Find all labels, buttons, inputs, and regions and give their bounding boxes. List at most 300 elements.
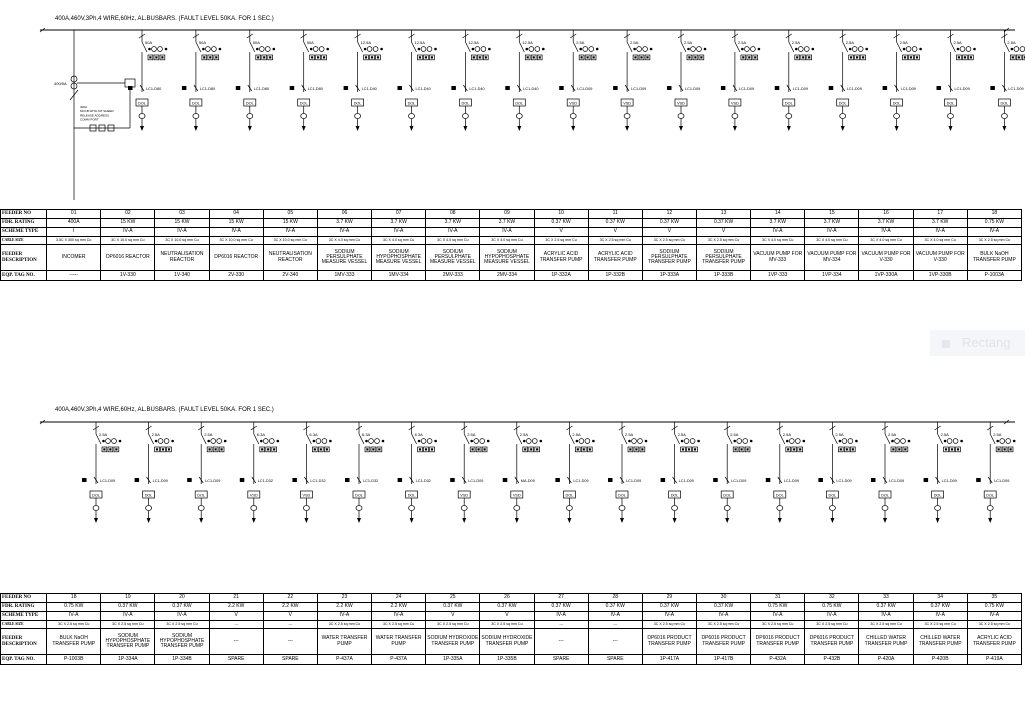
- cable-size-cell: 3C X 4.0 sq mm Cu: [751, 237, 805, 245]
- indicator-dot-icon: [165, 48, 168, 51]
- pushbutton-dot-icon: [802, 56, 804, 58]
- scheme-cell: IV-A: [805, 612, 859, 621]
- contactor-label: LC1-D09: [631, 87, 647, 91]
- pushbutton-dot-icon: [951, 448, 953, 450]
- rating-cell: 15 KW: [209, 219, 263, 228]
- pushbutton-dot-icon: [634, 56, 636, 58]
- table-row: [1, 228, 1022, 237]
- current-transformer-icon: [894, 114, 900, 119]
- breaker-rating-label: 2.5A: [940, 432, 949, 437]
- scheme-cell: IV-A: [859, 612, 913, 621]
- pushbutton-dot-icon: [1018, 56, 1020, 58]
- busbar-title: 400A,460V,3Ph,4 WIRE,60Hz, AL.BUSBARS. (FAULT LEVEL 50KA. FOR 1 SEC.): [55, 407, 274, 413]
- indicator-lamp-icon: [690, 439, 695, 444]
- indicator-lamp-icon: [697, 47, 702, 52]
- feeder-branch: [503, 422, 542, 523]
- panel-section-1: [0, 0, 1025, 300]
- outgoing-arrow-icon: [567, 518, 571, 523]
- contactor-label: LC1-D09: [954, 87, 970, 91]
- indicator-lamp-icon: [1006, 439, 1011, 444]
- pushbutton-dot-icon: [589, 448, 591, 450]
- description-cell: ---: [209, 629, 263, 655]
- rating-cell: 0.75 KW: [751, 603, 805, 612]
- scheme-cell: IV-A: [317, 228, 371, 237]
- description-cell: DP6016 PRODUCT TRANSFER PUMP: [697, 629, 751, 655]
- indicator-lamp-icon: [152, 47, 157, 52]
- tag-no-cell: P-437A: [317, 655, 371, 665]
- pushbutton-dot-icon: [326, 448, 328, 450]
- description-cell: NEUTRALISATION REACTOR: [155, 245, 209, 271]
- pushbutton-dot-icon: [267, 448, 269, 450]
- rating-cell: 0.37 KW: [697, 219, 751, 228]
- starter-type-label: VSD: [249, 493, 258, 498]
- overload-relay-icon: [976, 478, 981, 482]
- cable-size-cell: 3C X 2.5 sq mm Cu: [155, 621, 209, 629]
- indicator-dot-icon: [650, 48, 653, 51]
- pushbutton-dot-icon: [796, 56, 798, 58]
- pushbutton-dot-icon: [587, 56, 589, 58]
- tag-no-cell: P-419A: [967, 655, 1021, 665]
- overload-relay-icon: [290, 86, 295, 90]
- indicator-lamp-icon: [947, 439, 952, 444]
- rating-cell: 2.2 KW: [372, 603, 426, 612]
- feeder-no-cell: 12: [642, 210, 696, 219]
- feeder-branch: [613, 30, 652, 131]
- outgoing-arrow-icon: [733, 126, 737, 131]
- scheme-cell: IV-A: [642, 612, 696, 621]
- contactor-label: MA-D09: [520, 479, 535, 483]
- rating-cell: 0.75 KW: [805, 603, 859, 612]
- outgoing-arrow-icon: [194, 126, 198, 131]
- indicator-lamp-icon: [532, 439, 537, 444]
- breaker-rating-label: 6.3A: [414, 432, 423, 437]
- feeder-branch: [82, 422, 121, 523]
- indicator-dot-icon: [891, 440, 894, 443]
- feeder-branch: [661, 422, 700, 523]
- overload-relay-icon: [82, 478, 87, 482]
- scheme-cell: IV-A: [372, 228, 426, 237]
- scheme-cell: V: [480, 612, 534, 621]
- description-cell: SODIUM PERSULPHATE TRANSFER PUMP: [642, 245, 696, 271]
- pushbutton-dot-icon: [527, 56, 529, 58]
- description-cell: BULK NaOH TRANSFER PUMP: [47, 629, 101, 655]
- contactor-label: LC1-D09: [792, 87, 809, 91]
- contactor-label: LC1-D09: [1008, 87, 1024, 91]
- description-cell: ---: [534, 629, 588, 655]
- current-transformer-icon: [840, 114, 846, 119]
- scheme-cell: V: [263, 612, 317, 621]
- feeder-no-cell: 23: [317, 594, 371, 603]
- current-transformer-icon: [514, 506, 520, 511]
- indicator-lamp-icon: [158, 47, 163, 52]
- feeder-no-cell: 34: [913, 594, 967, 603]
- indicator-dot-icon: [487, 440, 490, 443]
- pushbutton-dot-icon: [533, 56, 535, 58]
- indicator-lamp-icon: [265, 47, 270, 52]
- table-row: [1, 245, 1022, 271]
- indicator-lamp-icon: [263, 439, 268, 444]
- scheme-cell: I: [47, 228, 101, 237]
- indicator-dot-icon: [908, 440, 911, 443]
- description-cell: DP6016 PRODUCT TRANSFER PUMP: [642, 629, 696, 655]
- current-transformer-icon: [516, 114, 522, 119]
- breaker-rating-label: 6.3A: [309, 432, 318, 437]
- breaker-rating-label: 50A: [252, 40, 260, 45]
- overload-relay-icon: [236, 86, 241, 90]
- pushbutton-dot-icon: [372, 448, 374, 450]
- pushbutton-dot-icon: [215, 448, 217, 450]
- scheme-cell: IV-A: [913, 228, 967, 237]
- contactor-label: LC1-D40: [523, 87, 539, 91]
- description-cell: INCOMER: [47, 245, 101, 271]
- feeder-no-cell: 20: [155, 594, 209, 603]
- feeder-branch: [775, 30, 814, 131]
- pushbutton-dot-icon: [257, 56, 259, 58]
- current-transformer-icon: [935, 506, 941, 511]
- table-row: [1, 629, 1022, 655]
- tag-no-cell: 2V-340: [263, 271, 317, 281]
- row-header: EQP. TAG NO.: [1, 655, 47, 665]
- cable-size-cell: 3C X 4.0 sq mm Cu: [480, 237, 534, 245]
- indicator-lamp-icon: [798, 47, 803, 52]
- starter-type-label: DOL: [353, 101, 362, 106]
- cable-size-cell: ---: [588, 621, 642, 629]
- description-cell: ---: [588, 629, 642, 655]
- contactor-label: LC1-D09: [100, 479, 116, 483]
- indicator-lamp-icon: [269, 439, 274, 444]
- tag-no-cell: 1V-340: [155, 271, 209, 281]
- row-header: CABLE SIZE: [1, 237, 47, 245]
- indicator-lamp-icon: [637, 47, 642, 52]
- current-transformer-icon: [672, 506, 678, 511]
- pushbutton-dot-icon: [431, 56, 433, 58]
- pushbutton-dot-icon: [162, 448, 164, 450]
- pushbutton-dot-icon: [793, 448, 795, 450]
- indicator-lamp-icon: [638, 439, 643, 444]
- indicator-dot-icon: [434, 48, 437, 51]
- indicator-dot-icon: [903, 48, 906, 51]
- feeder-branch: [450, 422, 489, 523]
- contactor-label: LC1-D09: [731, 479, 747, 483]
- indicator-lamp-icon: [427, 47, 432, 52]
- breaker-rating-label: 50A: [145, 40, 153, 45]
- panel-section-2: [0, 402, 1025, 702]
- description-cell: DP6016 REACTOR: [209, 245, 263, 271]
- rating-cell: 2.2 KW: [263, 603, 317, 612]
- pushbutton-dot-icon: [365, 56, 367, 58]
- indicator-dot-icon: [733, 440, 736, 443]
- breaker-rating-label: 12.5A: [414, 40, 425, 45]
- indicator-lamp-icon: [842, 439, 847, 444]
- current-transformer-icon: [461, 506, 467, 511]
- scheme-cell: IV-A: [263, 228, 317, 237]
- row-header: SCHEME TYPE: [1, 612, 47, 621]
- starter-type-label: VSD: [460, 493, 469, 498]
- pushbutton-dot-icon: [103, 448, 105, 450]
- current-transformer-icon: [193, 114, 199, 119]
- pushbutton-dot-icon: [862, 56, 864, 58]
- feeder-no-cell: 30: [697, 594, 751, 603]
- rating-cell: 3.7 KW: [480, 219, 534, 228]
- indicator-lamp-icon: [164, 439, 169, 444]
- row-header: SCHEME TYPE: [1, 228, 47, 237]
- feeder-no-cell: 25: [426, 594, 480, 603]
- scheme-cell: IV-A: [697, 612, 751, 621]
- breaker-rating-label: 50A: [306, 40, 314, 45]
- pushbutton-dot-icon: [694, 448, 696, 450]
- overload-relay-icon: [924, 478, 929, 482]
- pushbutton-dot-icon: [323, 56, 325, 58]
- feeder-branch: [721, 30, 760, 131]
- indicator-lamp-icon: [106, 439, 111, 444]
- overload-relay-icon: [503, 478, 508, 482]
- breaker-rating-label: 2.5A: [576, 40, 585, 45]
- starter-type-label: DOL: [775, 493, 784, 498]
- breaker-rating-label: 2.5A: [467, 432, 476, 437]
- current-transformer-icon: [732, 114, 738, 119]
- outgoing-arrow-icon: [841, 126, 845, 131]
- description-cell: SODIUM PERSULPHATE MEASURE VESSEL: [317, 245, 371, 271]
- indicator-lamp-icon: [369, 439, 374, 444]
- pushbutton-dot-icon: [640, 56, 642, 58]
- outgoing-arrow-icon: [625, 126, 629, 131]
- current-transformer-icon: [356, 506, 362, 511]
- cable-size-cell: 3C X 4.0 sq mm Cu: [913, 237, 967, 245]
- rectangle-tool-tooltip[interactable]: [930, 330, 1025, 356]
- indicator-dot-icon: [803, 440, 806, 443]
- feeder-no-cell: 21: [209, 594, 263, 603]
- indicator-lamp-icon: [1014, 47, 1019, 52]
- breaker-rating-label: 2.5A: [572, 432, 581, 437]
- indicator-lamp-icon: [643, 47, 648, 52]
- indicator-dot-icon: [957, 48, 960, 51]
- scheme-cell: IV-A: [317, 612, 371, 621]
- current-transformer-icon: [247, 114, 253, 119]
- starter-type-label: DOL: [138, 101, 146, 106]
- feeder-no-cell: 16: [859, 210, 913, 219]
- starter-type-label: DOL: [245, 101, 254, 106]
- indicator-dot-icon: [540, 440, 543, 443]
- cable-size-cell: 3C X 2.5 sq mm Cu: [101, 621, 155, 629]
- outgoing-arrow-icon: [936, 518, 940, 523]
- scheme-cell: V: [697, 228, 751, 237]
- pushbutton-dot-icon: [215, 56, 217, 58]
- description-cell: SODIUM HYPOPHOSPHATE MEASURE VESSEL: [480, 245, 534, 271]
- feeder-no-cell: 35: [967, 594, 1021, 603]
- current-transformer-icon: [1001, 114, 1007, 119]
- indicator-dot-icon: [434, 440, 437, 443]
- feeder-no-cell: 24: [372, 594, 426, 603]
- cable-size-cell: 3.5C X 300 sq mm Cu: [47, 237, 101, 245]
- pushbutton-dot-icon: [904, 448, 906, 450]
- indicator-lamp-icon: [427, 439, 432, 444]
- indicator-dot-icon: [224, 440, 227, 443]
- cable-size-cell: 3C X 4.0 sq mm Cu: [317, 237, 371, 245]
- indicator-lamp-icon: [112, 439, 117, 444]
- contactor-label: LC1-D09: [889, 479, 905, 483]
- scheme-cell: V: [642, 228, 696, 237]
- indicator-lamp-icon: [212, 47, 217, 52]
- indicator-dot-icon: [633, 48, 636, 51]
- outgoing-arrow-icon: [988, 518, 992, 523]
- description-cell: SODIUM PERSULPHATE MEASURE VESSEL: [426, 245, 480, 271]
- current-transformer-icon: [198, 506, 204, 511]
- starter-type-label: VSD: [512, 493, 521, 498]
- outgoing-arrow-icon: [949, 126, 953, 131]
- pushbutton-dot-icon: [317, 56, 319, 58]
- pushbutton-dot-icon: [168, 448, 170, 450]
- indicator-lamp-icon: [211, 439, 216, 444]
- starter-type-label: VSD: [569, 101, 578, 106]
- contactor-label: LC1-D09: [205, 479, 221, 483]
- feeder-branch: [829, 30, 868, 131]
- feeder-no-cell: 18: [47, 594, 101, 603]
- pushbutton-dot-icon: [593, 56, 595, 58]
- feeder-no-cell: 15: [805, 210, 859, 219]
- description-cell: CHILLED WATER TRANSFER PUMP: [859, 629, 913, 655]
- breaker-rating-label: 2.5A: [737, 40, 747, 45]
- pushbutton-dot-icon: [221, 448, 223, 450]
- description-cell: DP6016 REACTOR: [101, 245, 155, 271]
- contactor-label: LC1-D32: [415, 479, 431, 483]
- description-cell: ACRYLIC ACID TRANSFER PUMP: [534, 245, 588, 271]
- single-line-diagram-1: [0, 0, 1025, 209]
- feeder-branch: [818, 422, 857, 523]
- indicator-lamp-icon: [953, 439, 958, 444]
- overload-relay-icon: [182, 86, 187, 90]
- feeder-branch: [667, 30, 706, 131]
- breaker-rating-label: 2.5A: [625, 432, 634, 437]
- pushbutton-dot-icon: [273, 448, 275, 450]
- cable-size-cell: 3C X 2.5 sq mm Cu: [426, 621, 480, 629]
- cable-size-cell: 3C X 2.5 sq mm Cu: [751, 621, 805, 629]
- overload-relay-icon: [450, 478, 455, 482]
- contactor-label: LC1-D80: [199, 87, 216, 91]
- overload-relay-icon: [766, 478, 771, 482]
- contactor-label: LC1-D80: [146, 87, 162, 91]
- scheme-cell: IV-A: [913, 612, 967, 621]
- outgoing-arrow-icon: [356, 126, 360, 131]
- pushbutton-dot-icon: [109, 448, 111, 450]
- overload-relay-icon: [661, 478, 666, 482]
- indicator-dot-icon: [741, 48, 744, 51]
- outgoing-arrow-icon: [895, 126, 899, 131]
- feeder-no-cell: 02: [101, 210, 155, 219]
- feeder-no-cell: 04: [209, 210, 263, 219]
- indicator-dot-icon: [256, 48, 259, 51]
- tag-no-cell: SPARE: [534, 655, 588, 665]
- indicator-lamp-icon: [206, 47, 211, 52]
- indicator-dot-icon: [148, 48, 151, 51]
- tag-no-cell: 1P-334A: [101, 655, 155, 665]
- indicator-dot-icon: [596, 48, 599, 51]
- outgoing-arrow-icon: [357, 518, 361, 523]
- description-cell: VACUUM PUMP FOR V-330: [913, 245, 967, 271]
- indicator-dot-icon: [1011, 48, 1014, 51]
- pushbutton-dot-icon: [741, 448, 743, 450]
- overload-relay-icon: [135, 478, 140, 482]
- cable-size-cell: 3C X 10.0 sq mm Cu: [101, 237, 155, 245]
- description-cell: SODIUM HYDROXIDE TRANSFER PUMP: [426, 629, 480, 655]
- outgoing-arrow-icon: [515, 518, 519, 523]
- indicator-dot-icon: [839, 440, 842, 443]
- contactor-label: LC1-D09: [152, 479, 168, 483]
- tag-no-cell: 1P-334B: [155, 655, 209, 665]
- cable-size-cell: 3C X 2.5 sq mm Cu: [588, 237, 642, 245]
- description-cell: SODIUM HYPOPHOSPHATE MEASURE VESSEL: [372, 245, 426, 271]
- breaker-rating-label: 2.5A: [151, 432, 160, 437]
- feeder-no-cell: 22: [263, 594, 317, 603]
- tag-no-cell: 2MV-334: [480, 271, 534, 281]
- indicator-lamp-icon: [583, 47, 588, 52]
- indicator-dot-icon: [855, 440, 858, 443]
- tag-no-cell: P-432A: [751, 655, 805, 665]
- rating-cell: 0.37 KW: [426, 603, 480, 612]
- tag-no-cell: P-1003B: [47, 655, 101, 665]
- overload-relay-icon: [128, 86, 133, 90]
- rating-cell: 0.75 KW: [967, 219, 1021, 228]
- incomer-note: 400A: [80, 105, 88, 109]
- feeder-branch: [344, 30, 383, 131]
- indicator-lamp-icon: [579, 439, 584, 444]
- feeder-branch: [883, 30, 922, 131]
- breaker-rating-label: 2.5A: [791, 40, 801, 45]
- indicator-lamp-icon: [475, 47, 480, 52]
- contactor-label: LC1-D32: [257, 479, 274, 483]
- cable-size-cell: 3C X 2.5 sq mm Cu: [967, 237, 1021, 245]
- indicator-dot-icon: [472, 48, 475, 51]
- outgoing-arrow-icon: [463, 126, 467, 131]
- current-transformer-icon: [355, 114, 361, 119]
- breaker-rating-label: 2.5A: [630, 40, 639, 45]
- indicator-dot-icon: [526, 48, 529, 51]
- starter-type-label: VSD: [623, 101, 632, 106]
- scheme-cell: IV-A: [534, 612, 588, 621]
- pushbutton-dot-icon: [787, 448, 789, 450]
- current-transformer-icon: [777, 506, 783, 511]
- table-row: [1, 271, 1022, 281]
- tag-no-cell: P-420B: [913, 655, 967, 665]
- breaker-rating-label: 2.5A: [204, 432, 213, 437]
- breaker-rating-label: 2.5A: [730, 432, 739, 437]
- starter-type-label: DOL: [838, 101, 847, 106]
- outgoing-arrow-icon: [147, 518, 151, 523]
- tag-no-cell: SPARE: [263, 655, 317, 665]
- feeder-branch: [924, 422, 963, 523]
- feeder-no-cell: 08: [426, 210, 480, 219]
- starter-type-label: DOL: [461, 101, 470, 106]
- pushbutton-dot-icon: [530, 448, 532, 450]
- outgoing-arrow-icon: [787, 126, 791, 131]
- indicator-dot-icon: [579, 48, 582, 51]
- indicator-dot-icon: [849, 48, 852, 51]
- cable-size-cell: ---: [209, 621, 263, 629]
- breaker-rating-label: 2.5A: [993, 432, 1002, 437]
- pushbutton-dot-icon: [856, 56, 858, 58]
- pushbutton-dot-icon: [536, 448, 538, 450]
- feeder-branch: [345, 422, 384, 523]
- pushbutton-dot-icon: [577, 448, 579, 450]
- scheme-cell: V: [426, 612, 480, 621]
- pushbutton-dot-icon: [425, 56, 427, 58]
- indicator-lamp-icon: [912, 47, 917, 52]
- rating-cell: 0.37 KW: [697, 603, 751, 612]
- rating-cell: 0.37 KW: [859, 603, 913, 612]
- rating-cell: 3.7 KW: [426, 219, 480, 228]
- pushbutton-dot-icon: [472, 448, 474, 450]
- tag-no-cell: 1P-335A: [426, 655, 480, 665]
- pushbutton-dot-icon: [1004, 448, 1006, 450]
